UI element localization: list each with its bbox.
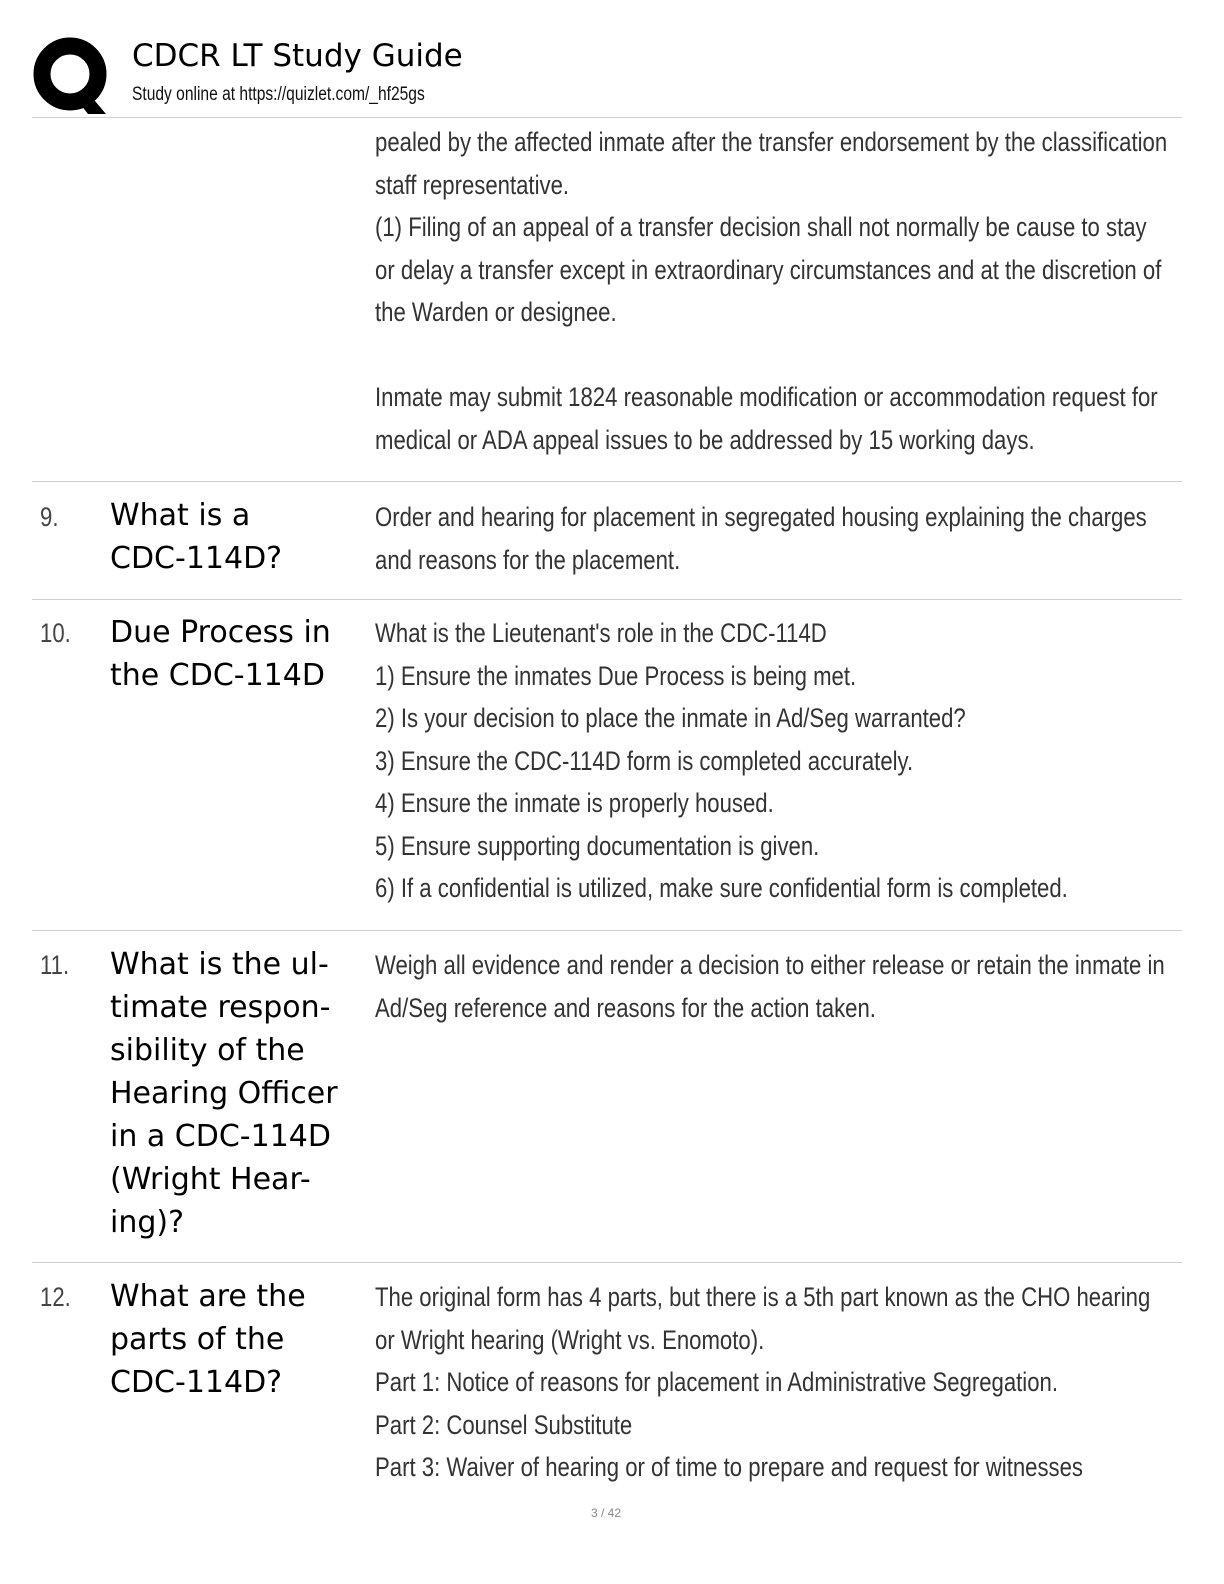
term-line: parts of the [110,1322,285,1357]
definition-line: or delay a transfer except in extraordinary circumstances and at the discretion of [375,254,1162,285]
term-line: Hearing Officer [110,1076,338,1111]
card-definition [375,944,1165,1029]
definition-line: Order and hearing for placement in segregated housing explaining the charges [375,502,1147,532]
term-line: the CDC-114D [110,658,325,693]
term-line: CDC-114D? [110,1365,283,1400]
term-line: What are the [110,1279,306,1314]
card-divider [32,599,1182,600]
card-term [110,611,350,697]
card-divider [32,930,1182,931]
definition-line [375,334,1162,377]
definition-line: and reasons for the placement. [375,544,681,575]
card-number: 11. [40,950,70,980]
card-term [110,1275,350,1404]
definition-line: Part 3: Waiver of hearing or of time to prepare and request for witnesses [375,1452,1084,1482]
definition-line: Ad/Seg reference and reasons for the action taken. [375,992,876,1023]
definition-line: What is the Lieutenant's role in the CDC-114D [375,618,827,648]
term-line: CDC-114D? [110,541,283,576]
definition-line: medical or ADA appeal issues to be addressed by 15 working days. [375,424,1035,455]
definition-line: 6) If a confidential is utilized, make sure confidential form is completed. [375,873,1068,903]
definition-line: the Warden or designee. [375,297,617,327]
term-line: (Wright Hear- [110,1162,311,1197]
continued-definition [375,121,1168,461]
definition-line: 3) Ensure the CDC-114D form is completed accurately. [375,745,914,776]
page-title: CDCR LT Study Guide [132,38,463,74]
card-number: 12. [40,1282,71,1312]
definition-line: Inmate may submit 1824 reasonable modification or accommodation request for [375,382,1158,412]
definition-line: 4) Ensure the inmate is properly housed. [375,788,774,818]
term-line: timate respon- [110,990,331,1025]
page-header [32,30,1182,116]
definition-line: 1) Ensure the inmates Due Process is being met. [375,660,857,691]
study-online-link-text: Study online at https://quizlet.com/_hf25gs [132,84,425,105]
definition-line: Weigh all evidence and render a decision to either release or retain the inmate in [375,950,1165,980]
definition-line: Part 1: Notice of reasons for placement in Administrative Segregation. [375,1367,1059,1397]
card-term [110,494,350,580]
definition-line: 2) Is your decision to place the inmate in Ad/Seg warranted? [375,703,966,733]
card-definition [375,496,1162,581]
card-divider [32,1262,1182,1263]
card-divider [32,481,1182,482]
definition-line: or Wright hearing (Wright vs. Enomoto). [375,1324,765,1355]
quizlet-logo-icon [32,36,112,116]
definition-line: (1) Filing of an appeal of a transfer decision shall not normally be cause to stay [375,212,1147,242]
term-line: in a CDC-114D [110,1119,331,1154]
definition-line: The original form has 4 parts, but there is a 5th part known as the CHO hearing [375,1282,1151,1312]
term-line: sibility of the [110,1033,305,1068]
definition-line: 5) Ensure supporting documentation is given. [375,830,820,861]
definition-line: pealed by the affected inmate after the transfer endorsement by the classification [375,127,1168,157]
card-number: 9. [40,502,59,532]
definition-line: Part 2: Counsel Substitute [375,1409,633,1440]
definition-line: staff representative. [375,169,570,200]
header-divider [32,117,1182,118]
card-definition [375,612,1162,910]
page-number: 3 / 42 [590,1506,622,1520]
term-line: ing)? [110,1205,185,1240]
card-number: 10. [40,618,71,648]
card-definition [375,1276,1162,1489]
term-line: Due Process in [110,615,331,650]
term-line: What is a [110,498,251,533]
card-term [110,943,350,1244]
term-line: What is the ul- [110,947,329,982]
